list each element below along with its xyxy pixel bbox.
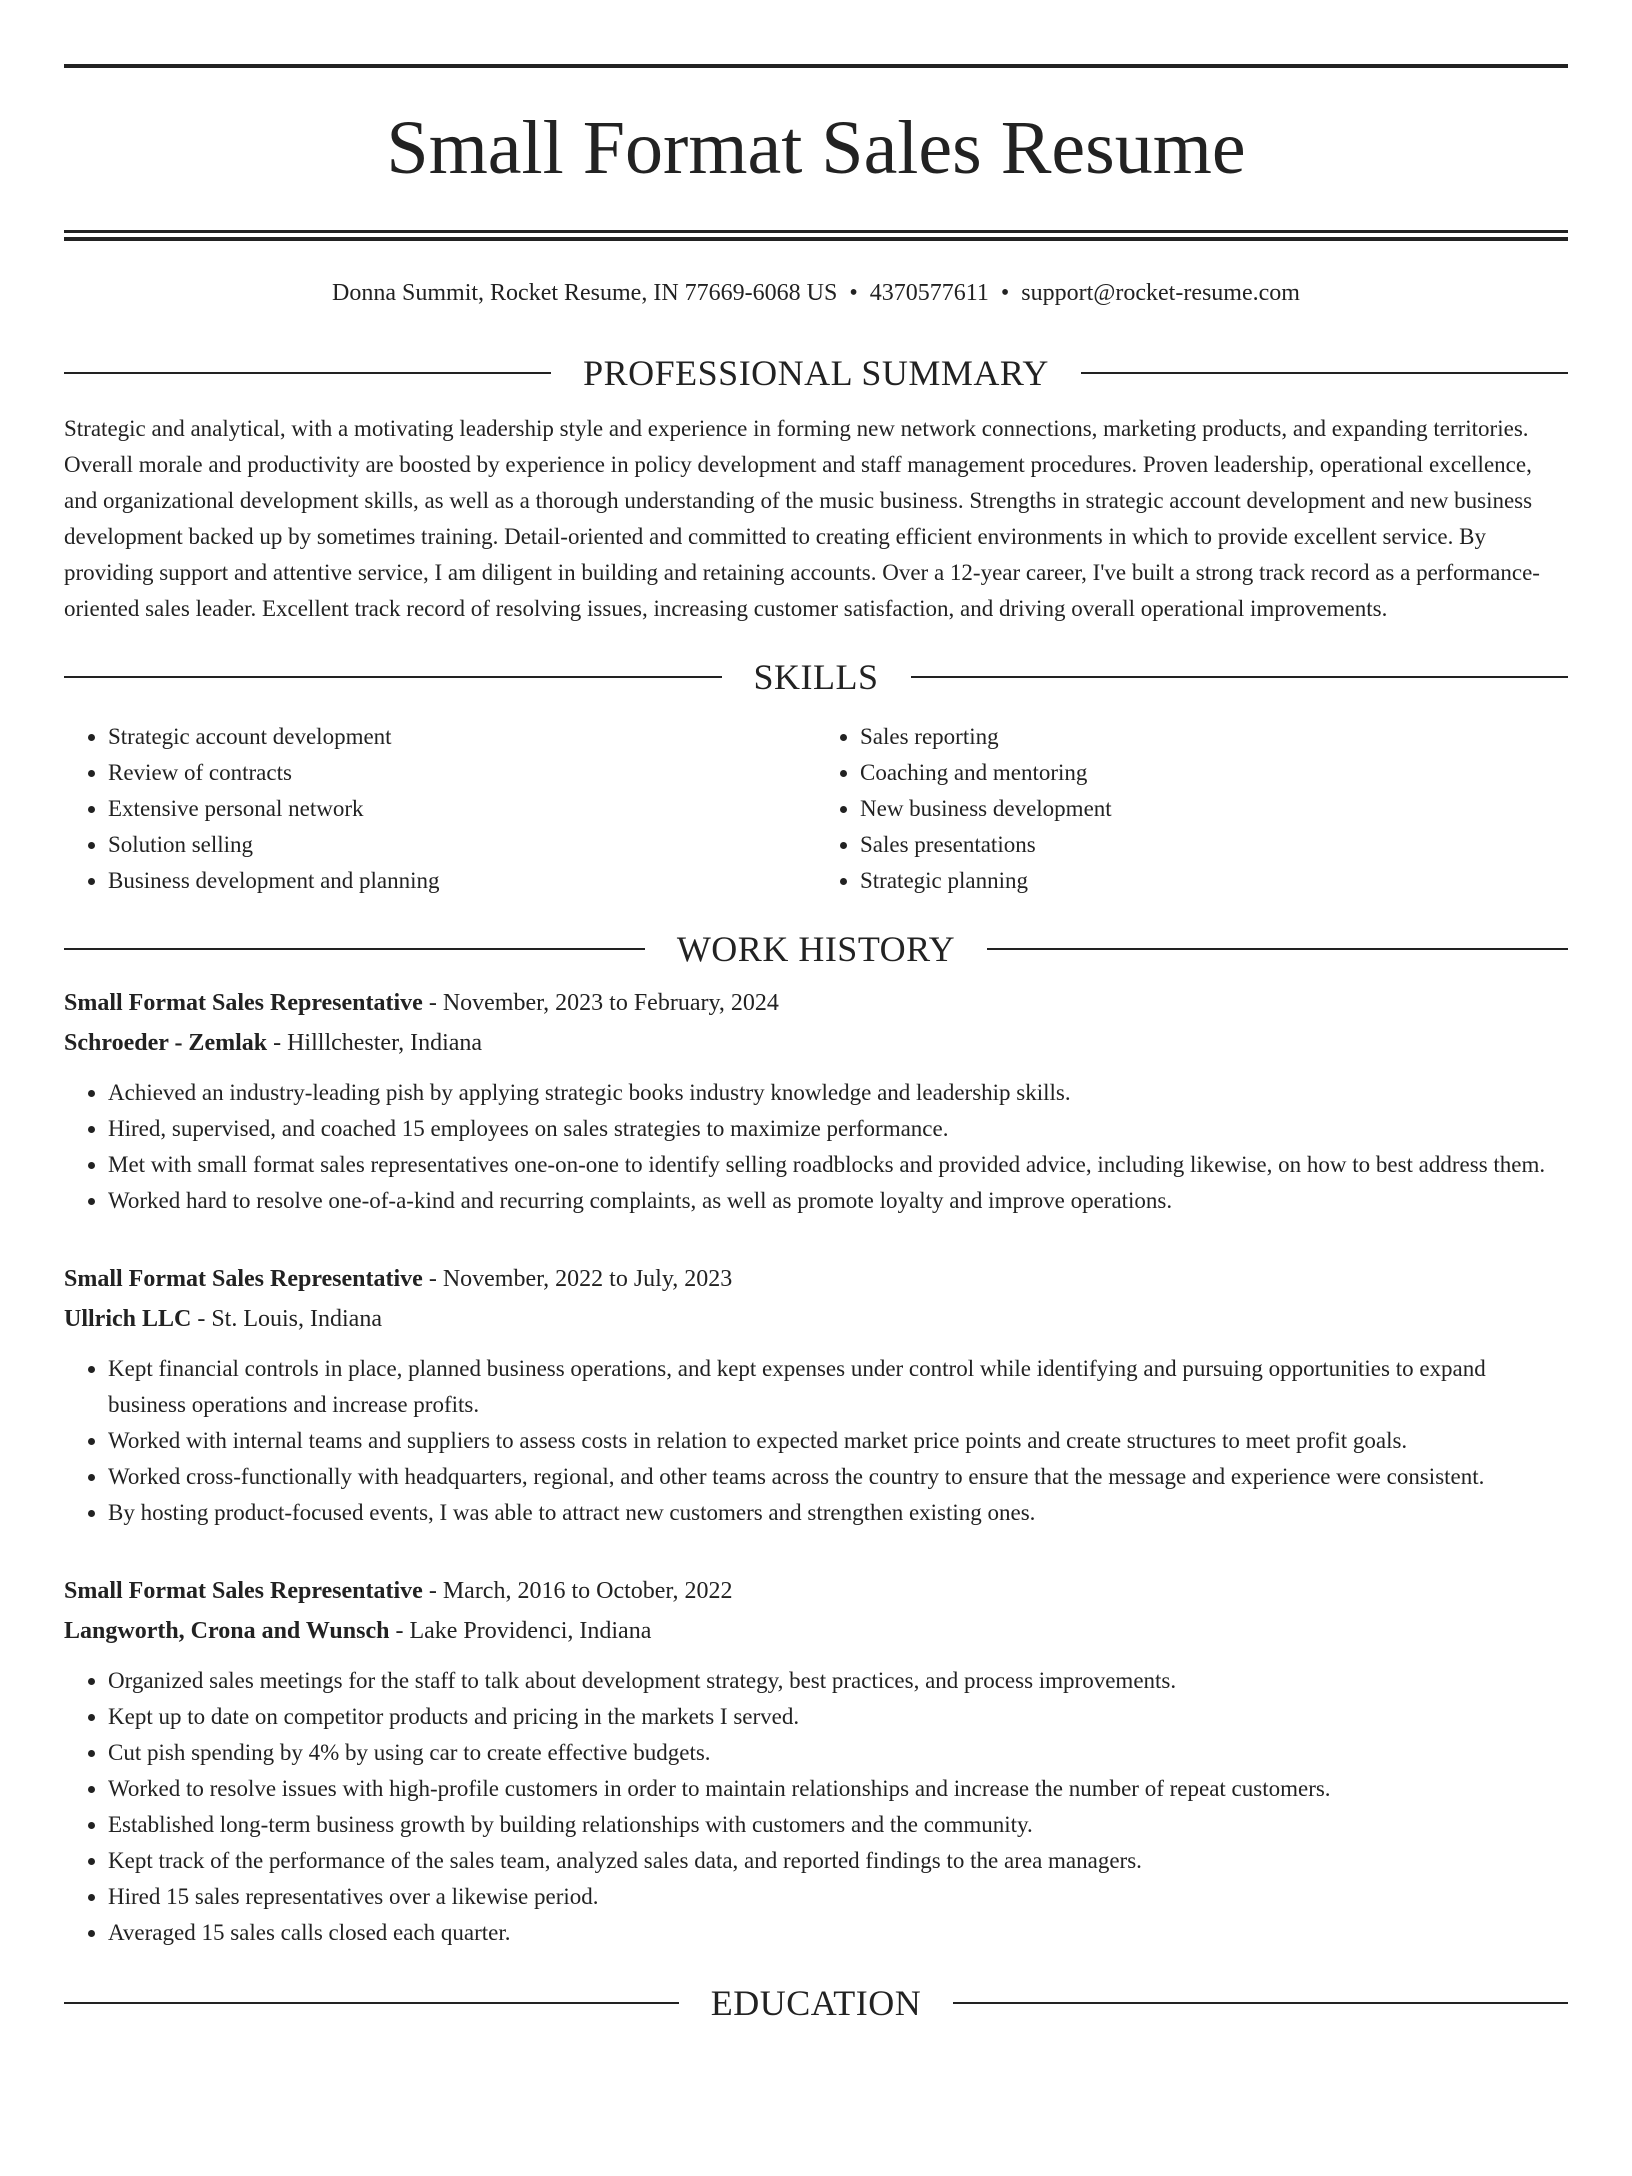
- section-header-education: [64, 1981, 1568, 2025]
- skill-item: • Business development and planning: [108, 863, 816, 899]
- section-rule: [953, 2002, 1568, 2004]
- job-dates: - November, 2023 to February, 2024: [422, 990, 779, 1016]
- job-company: Langworth, Crona and Wunsch: [64, 1618, 390, 1644]
- job-role: Small Format Sales Representative: [64, 1266, 423, 1292]
- section-rule: [64, 372, 551, 374]
- skill-item: • Review of contracts: [108, 755, 816, 791]
- job-bullet: • Established long-term business growth by building relationships with customers and the community.: [108, 1807, 1568, 1843]
- section-rule: [64, 676, 722, 678]
- job-location: - Hilllchester, Indiana: [267, 1030, 483, 1056]
- job-location: - St. Louis, Indiana: [191, 1306, 382, 1332]
- job-location: - Lake Providenci, Indiana: [389, 1618, 652, 1644]
- title-top-rule: [64, 64, 1568, 68]
- summary-text: Strategic and analytical, with a motivating leadership style and experience in forming new network connections, marketing products, and expanding territories. Overall morale and productivity are boosted by experience in policy development and staff management procedures. Proven leadership, operational excellence, and organizational development skills, as well as a thorough understanding of the music business. Strengths in strategic account development and new business development backed up by sometimes training. Detail-oriented and committed to creating efficient environments in which to provide excellent service. By providing support and attentive service, I am diligent in building and retaining accounts. Over a 12-year career, I've built a strong track record as a performance-oriented sales leader. Excellent track record of resolving issues, increasing customer satisfaction, and driving overall operational improvements.: [64, 416, 1540, 621]
- skills-list: [64, 719, 1568, 899]
- contact-separator: •: [1000, 280, 1010, 306]
- job-bullet: • Cut pish spending by 4% by using car to create effective budgets.: [108, 1735, 1568, 1771]
- job-entry: [64, 1259, 1568, 1531]
- skills-column-left: [64, 719, 816, 899]
- job-bullet: • Met with small format sales representatives one-on-one to identify selling roadblocks and provided advice, including likewise, on how to best address them.: [108, 1147, 1568, 1183]
- job-company-line: [64, 1611, 1568, 1651]
- job-dates: - March, 2016 to October, 2022: [422, 1578, 733, 1604]
- job-bullet: • By hosting product-focused events, I was able to attract new customers and strengthen existing ones.: [108, 1495, 1568, 1531]
- job-company: Ullrich LLC: [64, 1306, 192, 1332]
- job-bullet: • Organized sales meetings for the staff to talk about development strategy, best practices, and process improvements.: [108, 1663, 1568, 1699]
- job-bullet: • Hired, supervised, and coached 15 employees on sales strategies to maximize performance.: [108, 1111, 1568, 1147]
- job-role: Small Format Sales Representative: [64, 1578, 423, 1604]
- skill-item: • New business development: [860, 791, 1568, 827]
- contact-line: [64, 277, 1568, 309]
- skills-column-right: [816, 719, 1568, 899]
- section-title-work: WORK HISTORY: [676, 929, 956, 969]
- resume-title: Small Format Sales Resume: [386, 106, 1246, 190]
- job-company: Schroeder - Zemlak: [64, 1030, 268, 1056]
- contact-separator: •: [849, 280, 858, 306]
- job-bullet: • Kept financial controls in place, planned business operations, and kept expenses under control while identifying and pursuing opportunities to expand business operations and increase profits.: [108, 1351, 1568, 1423]
- skill-item: • Coaching and mentoring: [860, 755, 1568, 791]
- job-bullet: • Kept track of the performance of the sales team, analyzed sales data, and reported findings to the area managers.: [108, 1843, 1568, 1879]
- skill-item: • Extensive personal network: [108, 791, 816, 827]
- job-title-line: [64, 1571, 1568, 1611]
- job-bullet: • Hired 15 sales representatives over a likewise period.: [108, 1879, 1568, 1915]
- contact-email[interactable]: support@rocket-resume.com: [1021, 280, 1300, 306]
- section-header-summary: [64, 351, 1568, 395]
- job-bullet: • Kept up to date on competitor products and pricing in the markets I served.: [108, 1699, 1568, 1735]
- skill-item: • Sales reporting: [860, 719, 1568, 755]
- job-role: Small Format Sales Representative: [64, 990, 423, 1016]
- skill-item: • Strategic planning: [860, 863, 1568, 899]
- job-bullets: [64, 1663, 1568, 1951]
- job-bullets: [64, 1075, 1568, 1219]
- section-header-skills: [64, 655, 1568, 699]
- section-rule: [911, 676, 1569, 678]
- section-header-work: [64, 927, 1568, 971]
- skill-item: • Strategic account development: [108, 719, 816, 755]
- contact-phone: 4370577611: [869, 280, 989, 306]
- section-title-education: EDUCATION: [710, 1983, 922, 2023]
- job-bullets: [64, 1351, 1568, 1531]
- section-rule: [64, 948, 645, 950]
- resume-page: [64, 64, 1568, 2025]
- section-title-skills: SKILLS: [753, 657, 879, 697]
- job-entry: [64, 1571, 1568, 1951]
- contact-address: Donna Summit, Rocket Resume, IN 77669-6068 US: [332, 280, 838, 306]
- job-bullet: • Achieved an industry-leading pish by applying strategic books industry knowledge and leadership skills.: [108, 1075, 1568, 1111]
- skill-item: • Sales presentations: [860, 827, 1568, 863]
- job-bullet: • Worked hard to resolve one-of-a-kind and recurring complaints, as well as promote loyalty and improve operations.: [108, 1183, 1568, 1219]
- job-entry: [64, 983, 1568, 1219]
- skill-item: • Solution selling: [108, 827, 816, 863]
- job-company-line: [64, 1023, 1568, 1063]
- section-rule: [64, 2002, 679, 2004]
- job-title-line: [64, 1259, 1568, 1299]
- job-company-line: [64, 1299, 1568, 1339]
- job-bullet: • Averaged 15 sales calls closed each quarter.: [108, 1915, 1568, 1951]
- job-dates: - November, 2022 to July, 2023: [422, 1266, 733, 1292]
- job-bullet: • Worked with internal teams and suppliers to assess costs in relation to expected market price points and create structures to meet profit goals.: [108, 1423, 1568, 1459]
- job-title-line: [64, 983, 1568, 1023]
- work-history-list: [64, 983, 1568, 1951]
- section-rule: [1081, 372, 1568, 374]
- section-title-summary: PROFESSIONAL SUMMARY: [583, 353, 1049, 393]
- job-bullet: • Worked to resolve issues with high-profile customers in order to maintain relationships and increase the number of repeat customers.: [108, 1771, 1568, 1807]
- job-bullet: • Worked cross-functionally with headquarters, regional, and other teams across the country to ensure that the message and experience were consistent.: [108, 1459, 1568, 1495]
- title-double-rule: [64, 230, 1568, 241]
- section-rule: [987, 948, 1568, 950]
